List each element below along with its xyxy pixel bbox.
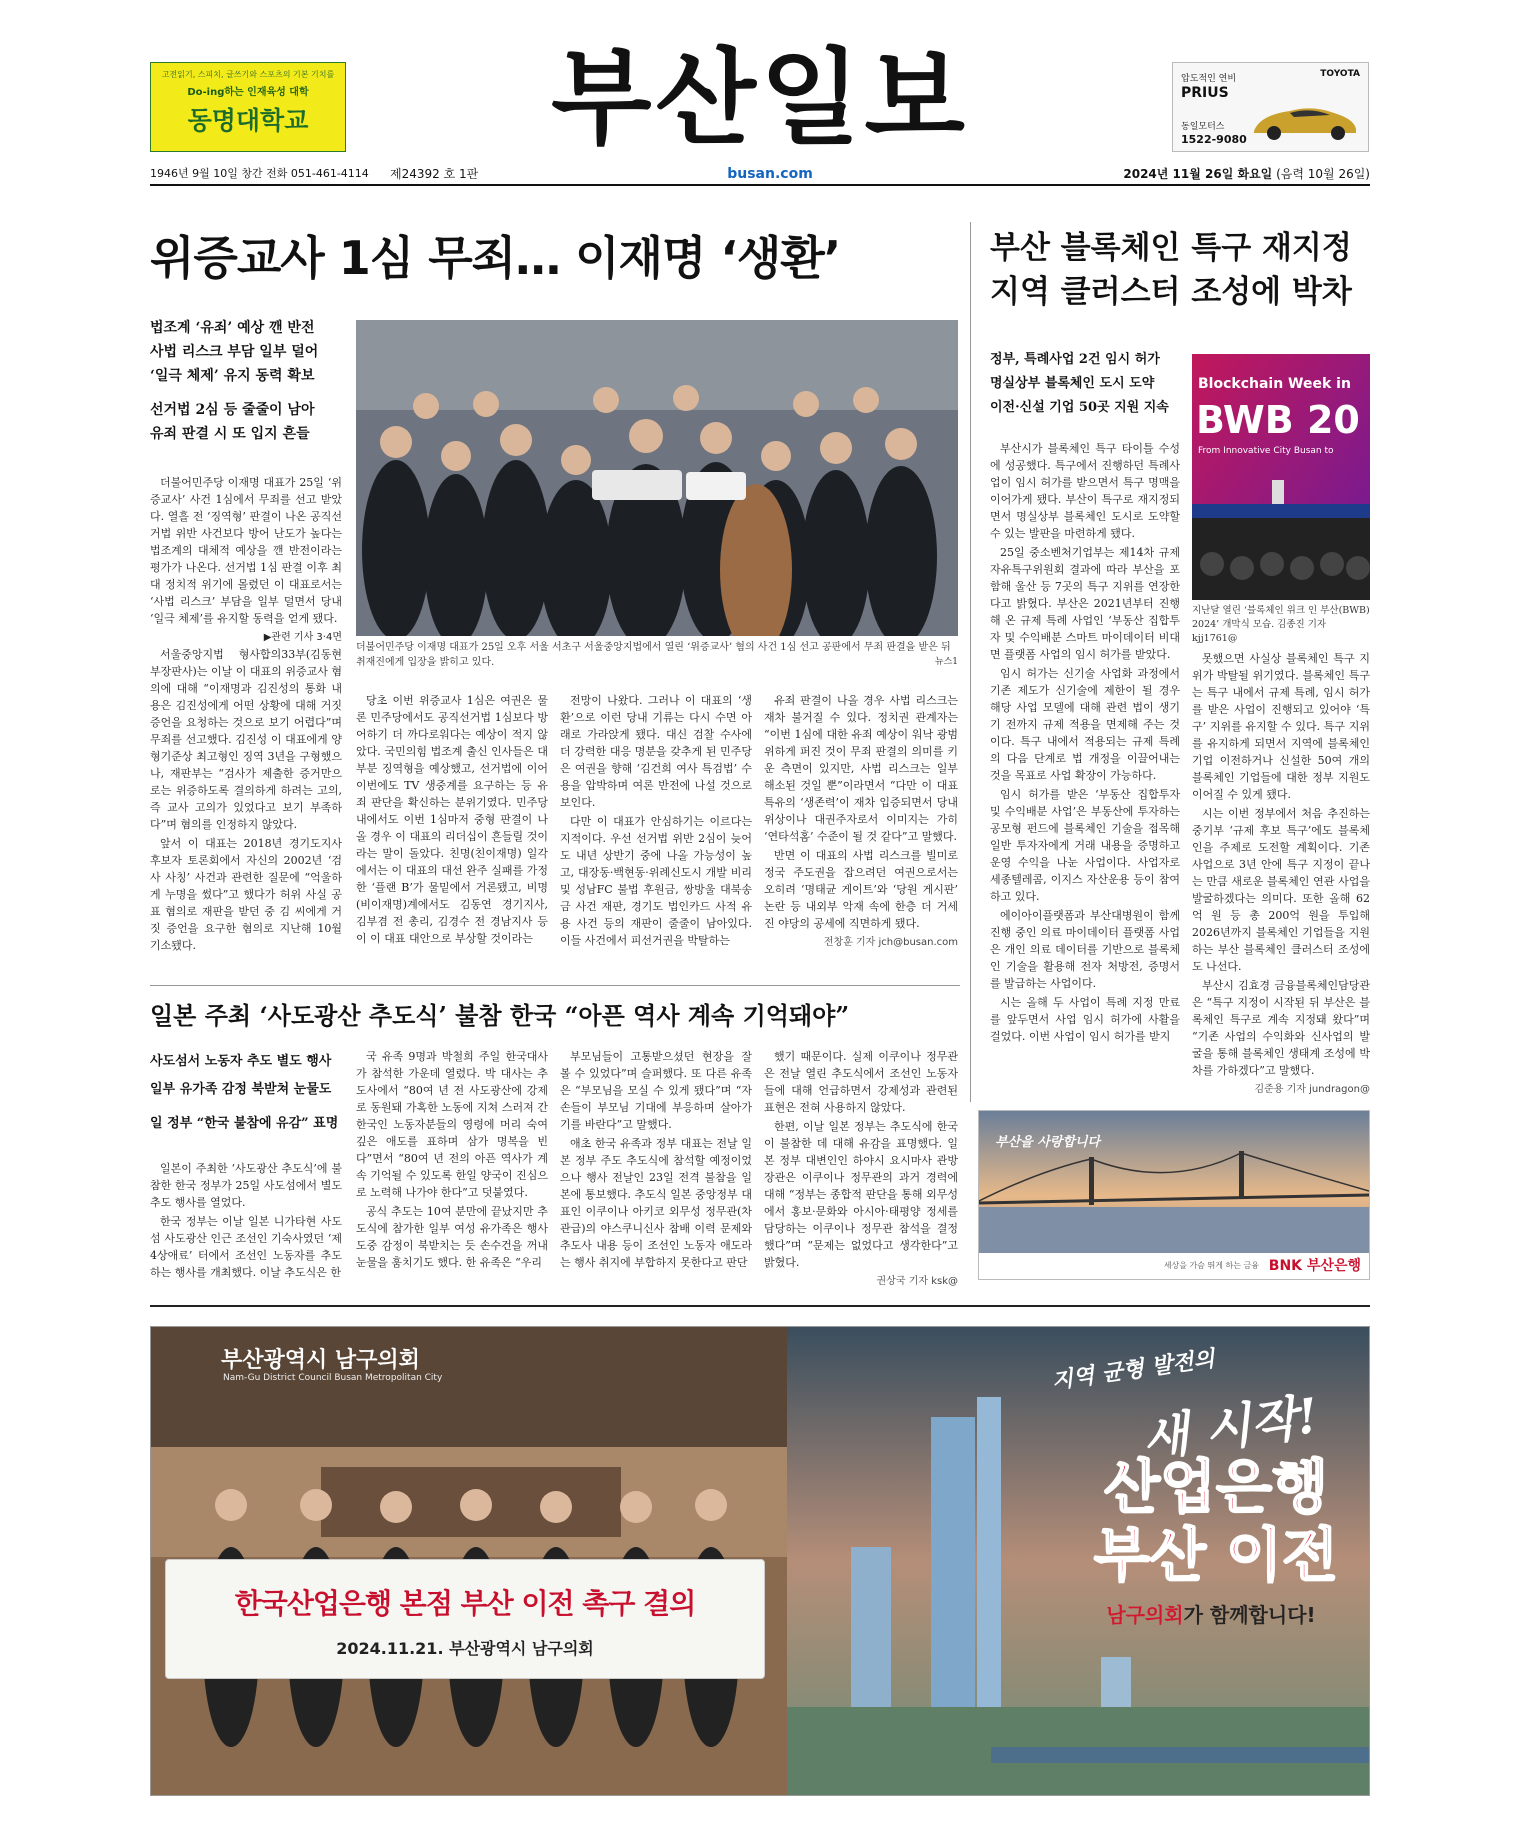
ad-toyota-phone: 1522-9080 bbox=[1181, 133, 1247, 146]
main-photo[interactable] bbox=[356, 320, 958, 636]
side-byline: 김준용 기자 jundragon@ bbox=[1254, 1084, 1370, 1095]
photo-text-line3: From Innovative City Busan to bbox=[1198, 446, 1334, 456]
photo-text-line2: BWB 20 bbox=[1196, 398, 1360, 442]
paragraph: 공식 추도는 10여 분만에 끝났지만 추도식에 참가한 일부 여성 유가족은 행사 도중 감정이 북받치는 듯 손수건을 꺼내 눈물을 훔치기도 했다. 한 유족은 “우리 bbox=[356, 1205, 548, 1269]
second-column-3 bbox=[560, 1048, 752, 1273]
car-image bbox=[1250, 97, 1360, 141]
paragraph: 다만 이 대표가 안심하기는 이르다는 지적이다. 우선 선거법 위반 2심이 늦어도 내년 상반기 중에 나올 가능성이 높고, 대장동·백현동·위례신도시 개발 비리 및 성남FC 불법 후원금, 쌍방울 대북송금 사건 재판, 경기도 법인카드 사적 유용 사건 등의 재판이 줄줄이 남아있다. 이들 사건에서 피선거권을 박탈하는 bbox=[560, 815, 752, 947]
paragraph: 25일 중소벤처기업부는 제14차 규제자유특구위원회 결과에 따라 부산을 포함해 울산 등 7곳의 특구 지위를 연장한다고 밝혔다. 부산은 2021년부터 진행해 온 규제 특례 사업인 ‘부동산 집합투자 및 수익배분 스마트 마이데이터 비대면 플랫폼 사업의 임시 허가를 받았다. bbox=[990, 546, 1180, 661]
paragraph: 반면 이 대표의 사법 리스크를 빌미로 정국 주도권을 잡으려던 여권으로서는 오히려 ‘명태균 게이트’와 ‘당원 게시판’ 논란 등 내외부 악재 속에 한층 더 거세진 야당의 공세에 직면하게 됐다. bbox=[764, 849, 958, 930]
paragraph: 서울중앙지법 형사합의33부(김동현 부장판사)는 이날 이 대표의 위증교사 혐의에 대해 “이재명과 김진성의 통화 내용은 김진성에게 어떤 상황에 대해 거짓 증언을 요청하는 것으로 보기 어렵다”며 무죄를 선고했다. 김진성 이 대표에게 양형기준상 최고형인 징역 3년을 구형했으나, 재판부는 “검사가 제출한 증거만으로는 위증하도록 결의하게 하려는 고의, 즉 교사 고의가 있었다고 보기 부족하다”며 혐의를 인정하지 않았다. bbox=[150, 648, 342, 831]
second-headline[interactable]: 일본 주최 ‘사도광산 추도식’ 불참 한국 “아픈 역사 계속 기억돼야” bbox=[150, 1001, 850, 1030]
ad-namgu-council[interactable] bbox=[150, 1326, 1370, 1796]
side-photo[interactable] bbox=[1192, 354, 1370, 600]
masthead-info-bar bbox=[150, 164, 1370, 186]
site-link[interactable]: busan.com bbox=[727, 166, 813, 182]
caption-text: 더불어민주당 이재명 대표가 25일 오후 서울 서초구 서울중앙지법에서 열린 ‘위증교사’ 혐의 사건 1심 선고 공판에서 무죄 판결을 받은 뒤 취재진에게 입장을 밝히고 있다. bbox=[356, 642, 951, 668]
main-headline[interactable]: 위증교사 1심 무죄… 이재명 ‘생환’ bbox=[150, 231, 841, 285]
side-subhead: 이전·신설 기업 50곳 지원 지속 bbox=[990, 400, 1169, 415]
ad-namgu-tagline-1: 지역 균형 발전의 bbox=[1050, 1345, 1217, 1395]
main-subhead: 사법 리스크 부담 일부 덜어 bbox=[150, 344, 319, 360]
second-column-1 bbox=[150, 1160, 342, 1283]
ad-namgu-council-name: 부산광역시 남구의회 bbox=[221, 1348, 420, 1373]
ad-bnk-busan-bank[interactable] bbox=[978, 1110, 1370, 1280]
ad-namgu-main-line2: 부산 이전 bbox=[1093, 1521, 1339, 1589]
ad-dongmyung-university[interactable] bbox=[150, 62, 346, 152]
ad-namgu-sub-rest: 가 함께합니다! bbox=[1183, 1603, 1316, 1627]
paragraph: 한편, 이날 일본 정부는 추도식에 한국이 불참한 데 대해 유감을 표명했다. 일본 정부 대변인인 하야시 요시마사 관방장관은 이쿠이나 정무관의 과거 경력에 대해 “정부는 종합적 판단을 통해 외무성에서 홍보·문화와 아시아·태평양 정세를 담당하는 이쿠이나 정무관 참석을 결정했다”며 “문제는 없었다고 생각한다”고 밝혔다. bbox=[764, 1120, 958, 1269]
ad-dongmyung-line2: Do-ing하는 인재육성 대학 bbox=[187, 87, 309, 98]
ad-namgu-tagline-2: 새 시작! bbox=[1138, 1387, 1322, 1468]
main-column-2 bbox=[356, 692, 548, 949]
main-column-4 bbox=[764, 692, 958, 951]
related-article-note[interactable]: ▶관련 기사 3·4면 bbox=[263, 632, 342, 643]
second-subhead: 사도섬서 노동자 추도 별도 행사 bbox=[150, 1054, 332, 1069]
paragraph: 임시 허가는 신기술 사업화 과정에서 기존 제도가 신기술에 제한이 될 경우 해당 사업 모델에 대해 관련 법이 생기기 전까지 규제 적용을 면제해 주는 것이다. 특구 내에서 적용되는 규제 특례의 다음 단계로 법 개정을 이끌어내는 것을 목표로 사업 확장이 가능하다. bbox=[990, 667, 1180, 782]
photo-text-line1: Blockchain Week in bbox=[1198, 376, 1351, 392]
main-subhead: 유죄 판결 시 또 입지 흔들 bbox=[150, 426, 310, 442]
main-byline: 전창훈 기자 jch@busan.com bbox=[823, 937, 958, 948]
ad-toyota-dealer: 동일모터스 bbox=[1181, 122, 1225, 132]
side-subhead: 정부, 특례사업 2건 임시 허가 bbox=[990, 352, 1160, 367]
ad-bnk-slogan: 부산을 사랑합니다 bbox=[995, 1135, 1100, 1150]
side-headline-line2: 지역 클러스터 조성에 박차 bbox=[990, 274, 1352, 310]
issue-number: 제24392 호 1판 bbox=[390, 167, 479, 181]
paragraph: 앞서 이 대표는 2018년 경기도지사 후보자 토론회에서 자신의 2002년 ‘검사 사칭’ 사건과 관련한 질문에 “억울하게 누명을 썼다”고 했다가 허위 사실 공표 혐의로 재판을 받던 중 김 씨에게 거짓 증언을 요구한 혐의로 지난해 10월 기소됐다. bbox=[150, 837, 342, 952]
issue-date-lunar: (음력 10월 26일) bbox=[1276, 167, 1370, 181]
ad-namgu-council-en: Nam-Gu District Council Busan Metropolitan City bbox=[223, 1373, 443, 1383]
ad-toyota-line1: 압도적인 연비 bbox=[1181, 74, 1237, 84]
issue-date-solar: 2024년 11월 26일 화요일 bbox=[1123, 167, 1273, 181]
second-subheads bbox=[150, 1048, 340, 1138]
ad-namgu-sub-text bbox=[1051, 1599, 1370, 1628]
main-photo-caption bbox=[356, 640, 958, 670]
ad-dongmyung-line1: 고전읽기, 스피치, 글쓰기와 스포츠의 기본 기치를 bbox=[161, 70, 335, 79]
side-column-2 bbox=[1192, 650, 1370, 1098]
banner-main-text: 한국산업은행 본점 부산 이전 촉구 결의 bbox=[234, 1587, 696, 1620]
paragraph: 시는 올해 두 사업이 특례 지정 만료를 앞두면서 사업 임시 허가에 사활을 걸었다. 이번 사업이 임시 허가를 받지 bbox=[990, 996, 1180, 1043]
ad-dongmyung-logo: 동명대학교 bbox=[187, 106, 309, 135]
main-subhead: ‘일극 체제’ 유지 동력 확보 bbox=[150, 368, 315, 384]
ad-namgu-sub-highlight: 남구의회 bbox=[1106, 1603, 1184, 1627]
main-subhead: 법조계 ‘유죄’ 예상 깬 반전 bbox=[150, 320, 315, 336]
founded-info: 1946년 9월 10일 창간 전화 051-461-4114 bbox=[150, 167, 369, 180]
second-subhead: 일 정부 “한국 불참에 유감” 표명 bbox=[150, 1116, 339, 1131]
toyota-logo: TOYOTA bbox=[1320, 69, 1360, 79]
ad-divider bbox=[150, 1305, 1370, 1307]
paragraph: 한국 정부는 이날 일본 니가타현 사도섬 사도광산 인근 조선인 기숙사였던 ‘제4상애료’ 터에서 조선인 노동자를 추도하는 행사를 개최했다. 이날 추도식은 한 bbox=[150, 1215, 342, 1279]
ad-namgu-main-text bbox=[1051, 1453, 1370, 1589]
paragraph: 국 유족 9명과 박철희 주일 한국대사가 참석한 가운데 열렸다. 박 대사는 추도사에서 “80여 년 전 사도광산에 강제로 동원돼 가혹한 노동에 지쳐 스러져 간 한국인 노동자분들의 영령에 머리 숙여 깊은 애도를 표하며 삼가 명복을 빈다”면서 “80여 년 전의 아픈 역사가 계속 기억될 수 있도록 한일 양국이 진심으로 노력해 나가야 한다”고 덧붙였다. bbox=[356, 1050, 548, 1199]
main-column-3 bbox=[560, 692, 752, 951]
paragraph: 부산시 김효경 금융블록체인담당관은 “특구 지정이 시작된 뒤 부산은 블록체인 특구로 계속 지정돼 왔다”며 “기존 사업의 수익화와 신사업의 발굴을 통해 블록체인 생태계 조성에 박차를 가하겠다”고 말했다. bbox=[1192, 979, 1370, 1077]
main-subheads bbox=[150, 316, 340, 446]
paragraph: 전망이 나왔다. 그러나 이 대표의 ‘생환’으로 이런 당내 기류는 다시 수면 아래로 가라앉게 됐다. 대신 검찰 수사에 더 강력한 대응 명분을 갖추게 된 민주당은 여권을 향해 ‘김건희 여사 특검법’ 수용을 압박하며 여론 반전에 나설 것으로 보인다. bbox=[560, 694, 752, 809]
ad-namgu-main-line1: 산업은행 bbox=[1103, 1453, 1329, 1521]
paragraph: 더불어민주당 이재명 대표가 25일 ‘위증교사’ 사건 1심에서 무죄를 선고 받았다. 열흘 전 ‘징역형’ 판결이 나온 공직선거법 위반 사건보다 방어 난도가 높다는 법조계의 대체적 예상을 깬 반전이라는 평가가 나온다. 선거법 1심 판결 이후 최대 정치적 위기에 몰렸던 이 대표로서는 ‘사법 리스크’ 부담을 일부 덜면서 당내 ‘일극 체제’를 유지할 동력을 얻게 됐다. bbox=[150, 476, 342, 625]
side-photo-caption: 지난달 열린 ‘블록체인 위크 인 부산(BWB) 2024’ 개막식 모습. 김종진 기자 kjj1761@ bbox=[1192, 605, 1370, 644]
ad-toyota[interactable] bbox=[1172, 62, 1369, 152]
banner-sub-text: 2024.11.21. 부산광역시 남구의회 bbox=[336, 1639, 594, 1658]
paragraph: 애초 한국 유족과 정부 대표는 전날 일본 정부 주도 추도식에 참석할 예정이었으나 행사 전날인 23일 전격 불참을 일본에 통보했다. 추도식 일본 중앙정부 대표인 이쿠이나 아키코 외무성 정무관(차관급)의 야스쿠니신사 참배 이력 문제와 추도사 내용 등이 조선인 노동자 애도라는 행사 취지에 부합하지 못한다고 판단 bbox=[560, 1137, 752, 1269]
side-subheads bbox=[990, 348, 1180, 420]
section-divider bbox=[150, 985, 960, 986]
paragraph: 못했으면 사실상 블록체인 특구 지위가 박탈될 위기였다. 블록체인 특구는 특구 내에서 규제 특례, 임시 허가를 받은 사업이 진행되고 있어야 ‘특구’ 지위를 유지할 수 있다. 특구 지위를 유지하게 되면서 지역에 블록체인 기업 이전하거나 신설한 50여 개의 블록체인 기업들에 대한 정부 지원도 이어질 수 있게 됐다. bbox=[1192, 652, 1370, 801]
second-subhead: 일부 유가족 감정 북받쳐 눈물도 bbox=[150, 1082, 332, 1097]
paragraph: 에이아이플랫폼과 부산대병원이 함께 진행 중인 의료 마이데이터 플랫폼 사업은 개인 의료 데이터를 기반으로 블록체인 기술을 활용해 전자 처방전, 증명서를 발급하는 사업이다. bbox=[990, 909, 1180, 990]
ad-bnk-logo: BNK 부산은행 bbox=[1268, 1258, 1361, 1274]
ad-toyota-model: PRIUS bbox=[1181, 85, 1229, 101]
paragraph: 시는 이번 정부에서 처음 추진하는 중기부 ‘규제 후보 특구’에도 블록체인을 주제로 도전할 계획이다. 기존 사업으로 3년 안에 특구 지정이 끝나는 만큼 새로운 블록체인 연관 사업을 발굴하겠다는 의미다. 또한 올해 62억 원 등 총 200억 원을 투입해 2026년까지 블록체인 기업들을 지원하는 부산 블록체인 클러스터 조성에도 나선다. bbox=[1192, 807, 1370, 973]
side-column-1 bbox=[990, 440, 1180, 1047]
side-headline[interactable] bbox=[990, 226, 1380, 314]
ad-bnk-tagline: 세상을 가슴 뛰게 하는 금융 bbox=[1163, 1261, 1259, 1270]
column-divider bbox=[970, 222, 971, 1102]
second-byline: 권상국 기자 ksk@ bbox=[876, 1276, 958, 1287]
paragraph: 일본이 주최한 ‘사도광산 추도식’에 불참한 한국 정부가 25일 사도섬에서 별도 추도 행사를 열었다. bbox=[150, 1162, 342, 1209]
paragraph: 부모님들이 고통받으셨던 현장을 잘 볼 수 있었다”며 슬퍼했다. 또 다른 유족은 “부모님을 모실 수 있게 됐다”며 “자손들이 부모님 기대에 부응하며 살아가기를 바란다”고 말했다. bbox=[560, 1050, 752, 1131]
issue-date bbox=[1123, 164, 1370, 184]
second-column-2 bbox=[356, 1048, 548, 1273]
resolution-banner bbox=[165, 1559, 765, 1679]
newspaper-title: 부산일보 bbox=[551, 37, 969, 159]
main-column-1 bbox=[150, 474, 342, 956]
main-subhead: 선거법 2심 등 줄줄이 남아 bbox=[150, 402, 315, 418]
side-headline-line1: 부산 블록체인 특구 재지정 bbox=[990, 230, 1352, 266]
paragraph: 부산시가 블록체인 특구 타이틀 수성에 성공했다. 특구에서 진행하던 특례사업이 임시 허가를 받으면서 특구 명맥을 이어가게 됐다. 부산이 특구로 재지정되면서 명실상부 블록체인 도시로 도약할 수 있는 발판을 마련하게 됐다. bbox=[990, 442, 1180, 540]
photo-credit: 뉴스1 bbox=[934, 657, 958, 667]
paragraph: 당초 이번 위증교사 1심은 여권은 물론 민주당에서도 공직선거법 1심보다 방어하기 더 까다로워다는 예상이 적지 않았다. 국민의힘 법조계 출신 인사들은 대부분 징역형을 예상했고, 선거법에 이어 이번에도 TV 생중계를 요구하는 등 유죄 판단을 확신하는 분위기였다. 민주당 내에서도 이번 1심마저 중형 판결이 나올 경우 이 대표의 리더십이 흔들릴 것이라는 말이 돌았다. 친명(친이재명) 일각에서는 이 대표의 대선 완주 실패를 가정한 ‘플랜 B’가 물밑에서 거론됐고, 비명(비이재명)계에서도 김동연 경기지사, 김부겸 전 총리, 김경수 전 경남지사 등이 이 대표 대안으로 부상할 것이라는 bbox=[356, 694, 548, 945]
side-subhead: 명실상부 블록체인 도시 도약 bbox=[990, 376, 1155, 391]
second-column-4 bbox=[764, 1048, 958, 1290]
paragraph: 임시 허가를 받은 ‘부동산 집합투자 및 수익배분 사업’은 부동산에 투자하는 공모형 펀드에 블록체인 기술을 접목해 일반 투자자에게 거래 내용을 증명하고 운영 수익을 나눈 사업이다. 사업자로 세종텔레콤, 이지스 자산운용 등이 참여하고 있다. bbox=[990, 788, 1180, 903]
paragraph: 유죄 판결이 나올 경우 사법 리스크는 재차 불거질 수 있다. 정치권 관계자는 “이번 1심에 대한 유죄 예상이 워낙 광범위하게 퍼진 것이 무죄 판결의 의미를 키운 측면이 있지만, 사법 리스크는 일부 해소된 것일 뿐”이라면서 “다만 이 대표 특유의 ‘생존력’이 재차 입증되면서 당내 위상이나 대권주자로서 이미지는 가히 ‘연타석홈’ 수준이 될 것 같다”고 말했다. bbox=[764, 694, 958, 843]
paragraph: 했기 때문이다. 실제 이쿠이나 정무관은 전날 열린 추도식에서 조선인 노동자들에 대해 언급하면서 강제성과 관련된 표현은 전혀 사용하지 않았다. bbox=[764, 1050, 958, 1114]
